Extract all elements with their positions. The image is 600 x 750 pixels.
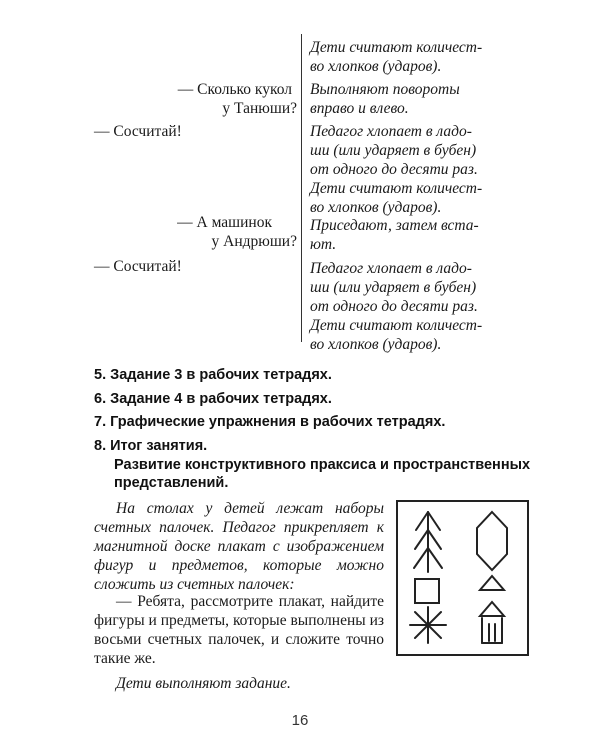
- hexagon-icon: [477, 512, 507, 570]
- task-8-subtitle-line2: представлений.: [114, 475, 229, 491]
- counting-sticks-poster: [396, 500, 529, 656]
- question-dolls-line1: — Сколько кукол: [177, 81, 292, 98]
- right-line: Педагог хлопает в ладо-: [310, 123, 472, 140]
- right-line: Дети считают количест-: [310, 180, 483, 197]
- right-line: Педагог хлопает в ладо-: [310, 260, 472, 277]
- question-dolls-line2: у Танюши?: [222, 100, 297, 117]
- task-6-heading: 6. Задание 4 в рабочих тетрадях.: [94, 391, 332, 407]
- right-line: вправо и влево.: [310, 100, 409, 117]
- paragraph-text: На столах у детей лежат наборы счетных палочек. Педагог прикрепляет к магнитной доске плакат с изображением фигур и предметов, которые можно сложить из счетных палочек:: [94, 500, 384, 593]
- task-8-heading: 8. Итог занятия.: [94, 438, 208, 454]
- right-line: Приседают, затем вста-: [310, 217, 479, 234]
- question-cars-line1: — А машинок: [177, 214, 272, 231]
- paragraph-text: — Ребята, рассмотрите плакат, найдите фигуры и предметы, которые выполнены из восьми счетных палочек, и сложите точно такие же.: [94, 593, 384, 667]
- right-line: Дети считают количест-: [310, 39, 483, 56]
- count-command-1: — Сосчитай!: [94, 123, 182, 140]
- right-line: ют.: [310, 236, 337, 253]
- task-7-heading: 7. Графические упражнения в рабочих тетрадях.: [94, 414, 446, 430]
- right-line: Выполняют повороты: [310, 81, 460, 98]
- paragraph-text: Дети выполняют задание.: [116, 675, 291, 692]
- children-action-paragraph: [94, 674, 384, 693]
- right-line: во хлопков (ударов).: [310, 199, 442, 216]
- task-8-subtitle-line1: Развитие конструктивного праксиса и пространственных: [114, 457, 531, 473]
- tree-icon: [414, 512, 442, 572]
- right-line: от одного до десяти раз.: [310, 161, 478, 178]
- right-line: ши (или ударяет в бубен): [310, 142, 477, 159]
- teacher-speech-paragraph: [94, 592, 384, 668]
- house-icon: [480, 602, 504, 643]
- triangle-icon: [480, 576, 504, 590]
- instruction-paragraph: [94, 499, 384, 594]
- right-line: во хлопков (ударов).: [310, 58, 442, 75]
- square-icon: [415, 579, 439, 603]
- right-line: во хлопков (ударов).: [310, 336, 442, 353]
- question-cars-line2: у Андрюши?: [211, 233, 297, 250]
- page-number: 16: [291, 712, 309, 729]
- column-divider: [301, 34, 302, 342]
- count-command-2: — Сосчитай!: [94, 258, 182, 275]
- right-line: ши (или ударяет в бубен): [310, 279, 477, 296]
- star-icon: [410, 607, 446, 643]
- right-line: от одного до десяти раз.: [310, 298, 478, 315]
- task-5-heading: 5. Задание 3 в рабочих тетрадях.: [94, 367, 332, 383]
- right-line: Дети считают количест-: [310, 317, 483, 334]
